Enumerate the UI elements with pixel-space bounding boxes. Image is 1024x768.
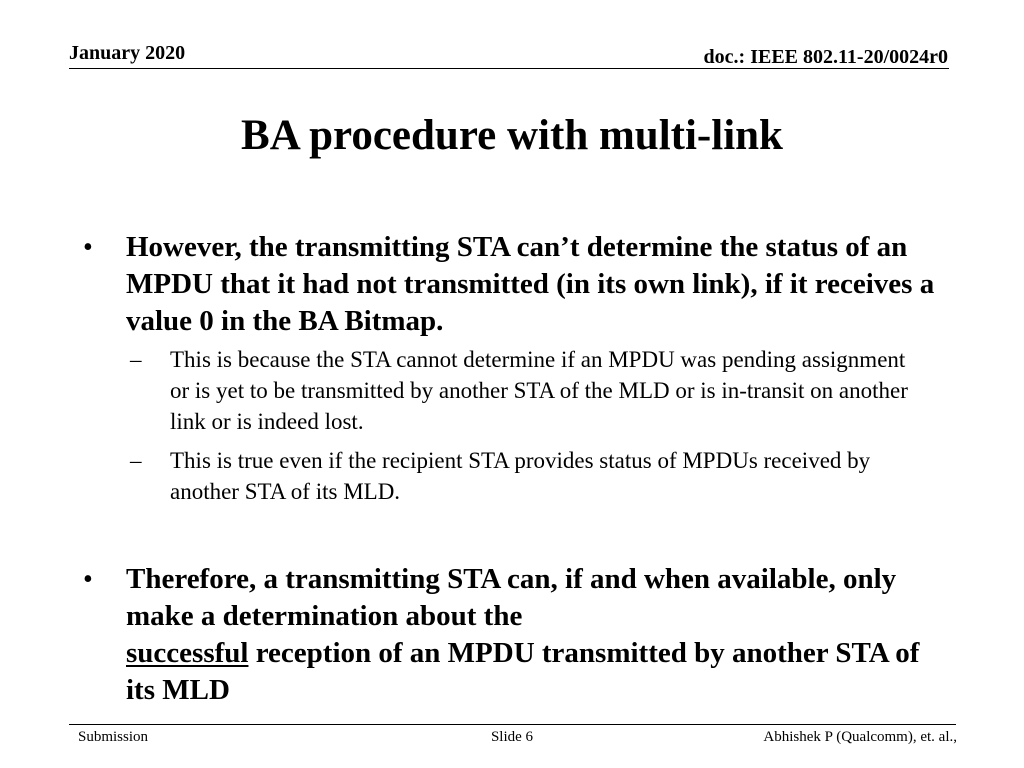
emphasized-word: successful bbox=[126, 637, 249, 669]
header-rule bbox=[69, 68, 949, 69]
bullet-text-after: reception of an MPDU transmitted by another STA of its MLD bbox=[126, 637, 920, 706]
sub-bullet-item bbox=[130, 445, 920, 507]
bullet-item bbox=[83, 561, 943, 709]
bullet-item bbox=[83, 229, 943, 340]
footer-submission: Submission bbox=[78, 729, 149, 745]
slide-title: BA procedure with multi-link bbox=[241, 112, 783, 159]
sub-bullet-item bbox=[130, 344, 920, 437]
dash-marker: – bbox=[130, 347, 142, 372]
footer-rule bbox=[69, 724, 956, 725]
sub-bullet-text: This is true even if the recipient STA provides status of MPDUs received by another STA of its MLD. bbox=[170, 448, 871, 504]
bullet-text bbox=[126, 561, 943, 709]
bullet-text-before: Therefore, a transmitting STA can, if and when available, only make a determination about the bbox=[126, 563, 897, 632]
dash-marker: – bbox=[130, 448, 142, 473]
header-doc-id: doc.: IEEE 802.11-20/0024r0 bbox=[703, 46, 948, 68]
bullet-marker: • bbox=[83, 564, 93, 595]
bullet-text: However, the transmitting STA can’t determine the status of an MPDU that it had not transmitted (in its own link), if it receives a value 0 in the BA Bitmap. bbox=[126, 231, 935, 337]
footer-slide-number: Slide 6 bbox=[490, 729, 534, 745]
sub-bullet-text: This is because the STA cannot determine if an MPDU was pending assignment or is yet to be transmitted by another STA of the MLD or is in-transit on another link or is indeed lost. bbox=[170, 347, 908, 434]
footer-author: Abhishek P (Qualcomm), et. al., bbox=[763, 729, 957, 745]
bullet-marker: • bbox=[83, 232, 93, 263]
header-date: January 2020 bbox=[69, 42, 186, 64]
